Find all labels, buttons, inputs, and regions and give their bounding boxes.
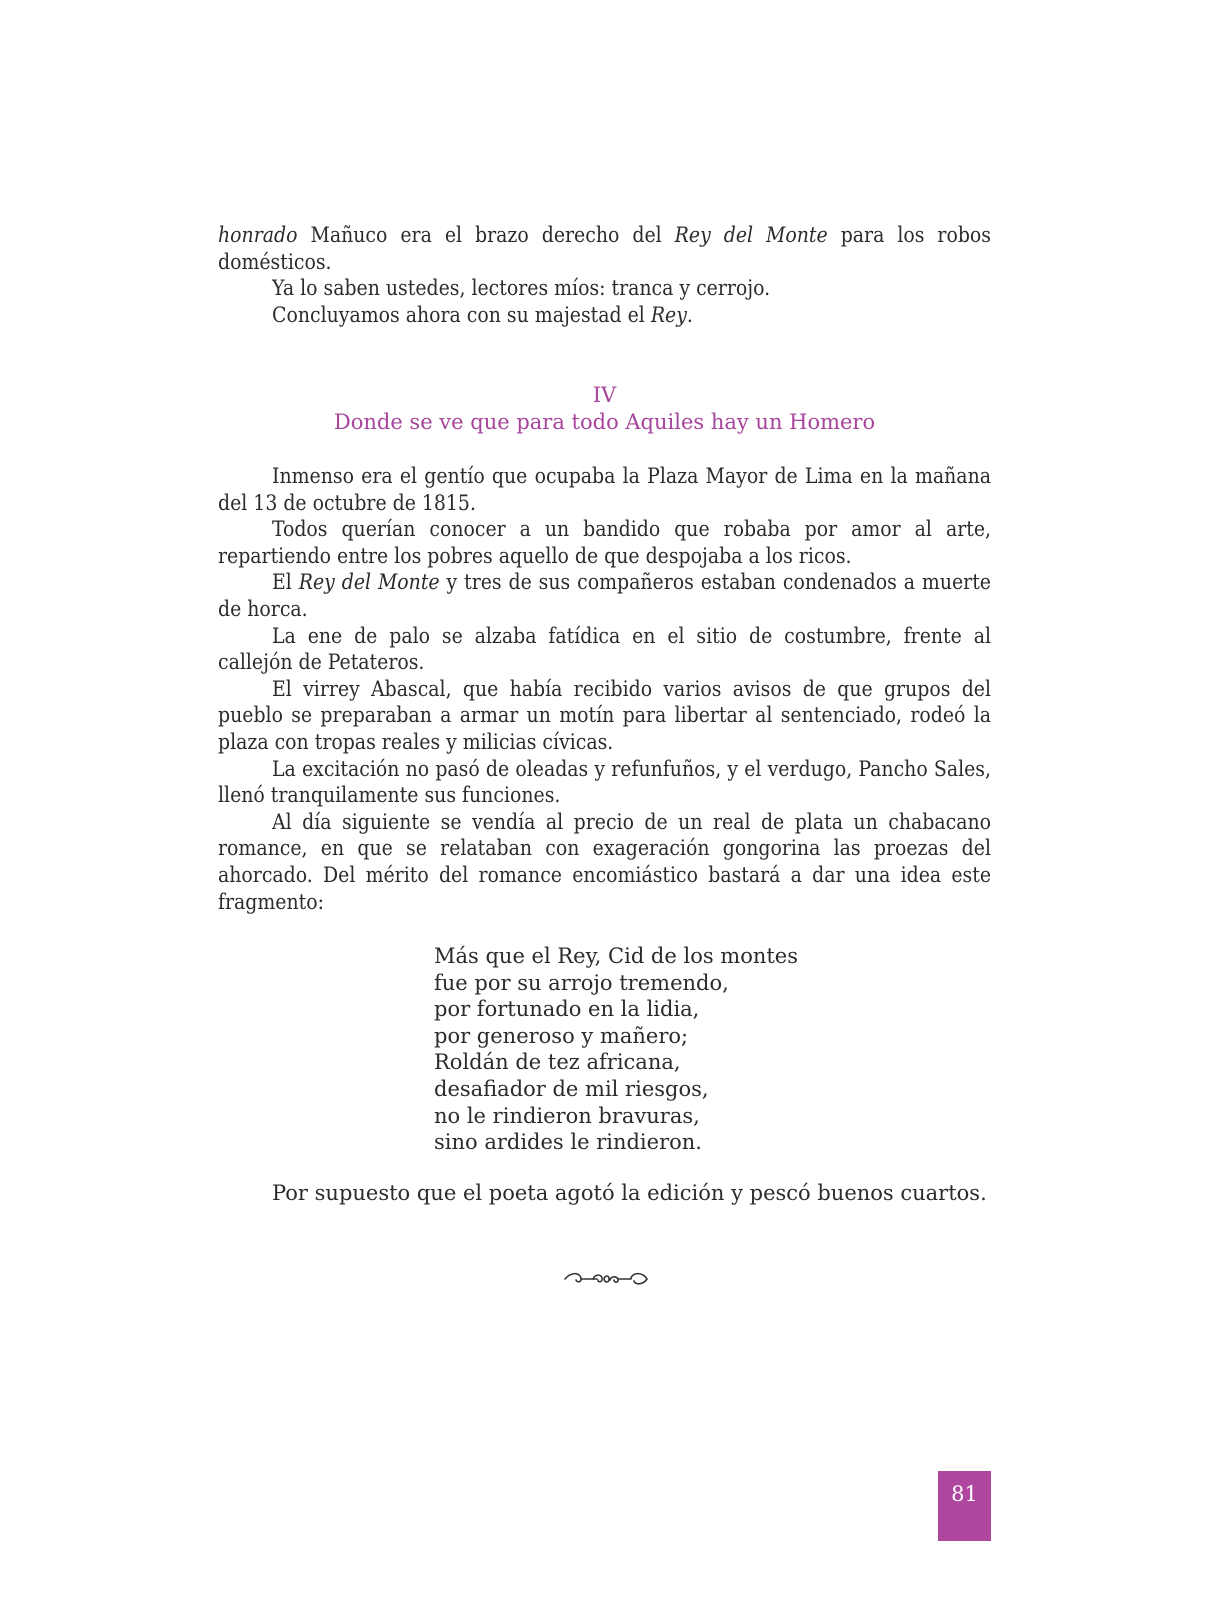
italic-text: Rey del Monte xyxy=(298,570,440,595)
italic-text: honrado xyxy=(218,223,298,247)
closing-paragraph xyxy=(218,1180,991,1207)
poem-line: por generoso y mañero; xyxy=(434,1023,689,1048)
poem-line: sino ardides le rindieron. xyxy=(434,1130,702,1155)
closing-text: Por supuesto que el poeta agotó la edición y pescó buenos cuartos. xyxy=(272,1181,987,1205)
text-run: Concluyamos ahora con su majestad el xyxy=(272,302,651,327)
chapter-body xyxy=(218,463,991,915)
text-run: El xyxy=(272,570,299,595)
text-run: para los robos domésticos. xyxy=(218,223,991,274)
flourish-ornament-icon xyxy=(563,1270,649,1292)
poem-line: por fortunado en la lidia, xyxy=(434,997,700,1022)
poem-fragment xyxy=(434,943,798,1156)
paragraph-3 xyxy=(218,569,991,622)
paragraph-1: Inmenso era el gentío que ocupaba la Plaza Mayor de Lima en la mañana del 13 de octubre de 1815. xyxy=(218,464,991,515)
page-number: 81 xyxy=(938,1471,991,1541)
text-run: y tres de sus compañeros estaban condenados a muerte de horca. xyxy=(218,570,991,621)
paragraph-honrado xyxy=(218,222,991,275)
paragraph-6: La excitación no pasó de oleadas y refunfuños, y el verdugo, Pancho Sales, llenó tranquilamente sus funciones. xyxy=(218,756,991,808)
continuation-text xyxy=(218,222,991,328)
chapter-title: Donde se ve que para todo Aquiles hay un Homero xyxy=(333,410,876,434)
paragraph-5: El virrey Abascal, que había recibido varios avisos de que grupos del pueblo se preparaban a armar un motín para libertar al sentenciado, rodeó la plaza con tropas reales y milicias cívicas. xyxy=(218,676,991,754)
chapter-number: IV xyxy=(592,383,617,407)
paragraph-4: La ene de palo se alzaba fatídica en el sitio de costumbre, frente al callejón de Petateros. xyxy=(218,623,991,675)
paragraph-7: Al día siguiente se vendía al precio de un real de plata un chabacano romance, en que se relataban con exageración gongorina las proezas del ahorcado. Del mérito del romance encomiástico bastará a dar una idea este fragmento: xyxy=(218,809,991,914)
poem-line: desafiador de mil riesgos, xyxy=(434,1076,709,1101)
paragraph-2: Todos querían conocer a un bandido que robaba por amor al arte, repartiendo entre los pobres aquello de que despojaba a los ricos. xyxy=(218,517,991,568)
poem-line: Más que el Rey, Cid de los montes xyxy=(434,944,799,968)
paragraph-tranca: Ya lo saben ustedes, lectores míos: tranca y cerrojo. xyxy=(272,276,771,301)
paragraph-concluyamos xyxy=(218,302,991,329)
poem-line: no le rindieron bravuras, xyxy=(434,1103,700,1128)
italic-text: Rey del Monte xyxy=(674,223,828,247)
text-run: . xyxy=(686,302,693,327)
text-run: Mañuco era el brazo derecho del xyxy=(297,223,675,247)
poem-line: fue por su arrojo tremendo, xyxy=(434,970,729,995)
italic-text: Rey xyxy=(650,302,687,327)
poem-line: Roldán de tez africana, xyxy=(434,1050,681,1075)
